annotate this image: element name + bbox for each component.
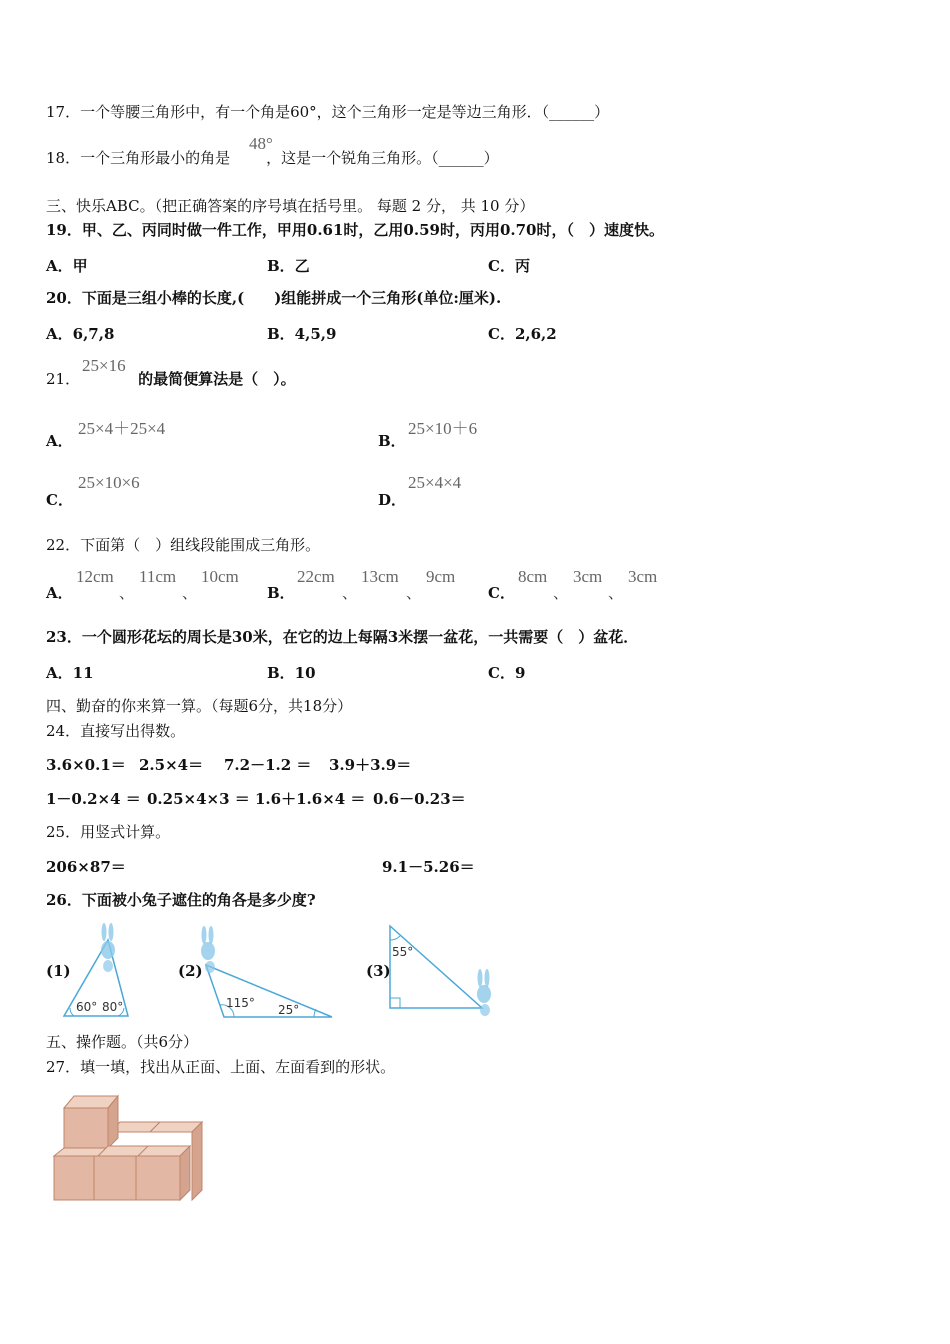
q21-option-a-expr: 25×4＋25×4: [78, 419, 166, 438]
q25-text: 25．用竖式计算。: [46, 823, 171, 841]
q23-text: 23．一个圆形花坛的周长是30米，在它的边上每隔3米摆一盆花，一共需要（ ）盆花．: [46, 628, 639, 646]
q26-fig3-label: (3): [366, 962, 391, 980]
triangle-figure-2: [196, 925, 336, 1021]
q19-option-b[interactable]: B．乙: [267, 257, 310, 275]
q22-c-value-2: 3cm: [573, 567, 603, 586]
q21-option-a-label[interactable]: A．: [46, 432, 73, 450]
fig1-angle-2: 80°: [102, 1000, 124, 1014]
q18-pre: 18．一个三角形最小的角是: [46, 149, 231, 167]
q21-option-c-expr: 25×10×6: [78, 473, 140, 492]
rabbit-icon: [201, 926, 215, 973]
q18-angle: 48°: [249, 134, 273, 153]
q25-item-1: 206×87＝: [46, 858, 126, 876]
q21-option-c-label[interactable]: C．: [46, 491, 73, 509]
q22-a-sep-1: 、: [119, 584, 135, 602]
q24-r2-2: 0.25×4×3 ＝: [147, 790, 250, 808]
fig2-angle-2: 25°: [278, 1003, 300, 1017]
q19-option-a[interactable]: A．甲: [46, 257, 88, 275]
q22-option-b-label[interactable]: B．: [267, 584, 295, 602]
q22-a-value-3: 10cm: [201, 567, 239, 586]
q22-b-value-3: 9cm: [426, 567, 456, 586]
q23-option-b[interactable]: B．10: [267, 664, 316, 682]
q23-option-a[interactable]: A．11: [46, 664, 94, 682]
q24-r1-1: 3.6×0.1＝: [46, 756, 126, 774]
q24-r1-4: 3.9＋3.9＝: [329, 756, 412, 774]
cube-stack-figure: [50, 1092, 205, 1204]
q21-post: 的最简便算法是（ ）。: [138, 370, 296, 388]
triangle-figure-1: [60, 918, 140, 1020]
q27-text: 27．填一填，找出从正面、上面、左面看到的形状。: [46, 1058, 396, 1076]
q19-option-c[interactable]: C．丙: [488, 257, 530, 275]
q22-a-sep-2: 、: [182, 584, 198, 602]
q21-option-d-expr: 25×4×4: [408, 473, 462, 492]
q24-r1-2: 2.5×4＝: [139, 756, 204, 774]
q21-option-b-label[interactable]: B．: [378, 432, 406, 450]
q23-option-c[interactable]: C．9: [488, 664, 526, 682]
rabbit-icon: [477, 969, 491, 1016]
q22-a-value-2: 11cm: [139, 567, 177, 586]
fig1-angle-1: 60°: [76, 1000, 98, 1014]
q21-num: 21．: [46, 370, 81, 388]
q24-r2-4: 0.6－0.23＝: [373, 790, 466, 808]
q24-r2-3: 1.6＋1.6×4 ＝: [255, 790, 366, 808]
q20-option-b[interactable]: B．4,5,9: [267, 325, 337, 343]
q22-c-sep-1: 、: [553, 584, 569, 602]
q20-option-a[interactable]: A．6,7,8: [46, 325, 115, 343]
q26-fig2-label: (2): [178, 962, 203, 980]
q21-option-d-label[interactable]: D．: [378, 491, 407, 509]
q26-text: 26．下面被小兔子遮住的角各是多少度?: [46, 891, 316, 909]
q25-item-2: 9.1－5.26＝: [382, 858, 475, 876]
q19-text: 19．甲、乙、丙同时做一件工作，甲用0.61时，乙用0.59时，丙用0.70时，（ ）速度快。: [46, 221, 664, 239]
q22-c-sep-2: 、: [608, 584, 624, 602]
rabbit-icon: [101, 923, 115, 972]
fig3-angle-1: 55°: [392, 945, 414, 959]
q20-option-c[interactable]: C．2,6,2: [488, 325, 557, 343]
q22-option-c-label[interactable]: C．: [488, 584, 515, 602]
q21-option-b-expr: 25×10＋6: [408, 419, 478, 438]
q22-a-value-1: 12cm: [76, 567, 114, 586]
q22-b-value-1: 22cm: [297, 567, 335, 586]
q22-b-value-2: 13cm: [361, 567, 399, 586]
section-3-title: 三、快乐ABC。（把正确答案的序号填在括号里。 每题 2 分， 共 10 分）: [46, 197, 535, 215]
section-4-title: 四、勤奋的你来算一算。（每题6分，共18分）: [46, 697, 353, 715]
q22-text: 22．下面第（ ）组线段能围成三角形。: [46, 536, 321, 554]
q22-option-a-label[interactable]: A．: [46, 584, 73, 602]
q22-b-sep-2: 、: [406, 584, 422, 602]
fig2-angle-1: 115°: [226, 996, 255, 1010]
q20-text: 20．下面是三组小棒的长度,( )组能拼成一个三角形(单位:厘米).: [46, 289, 502, 307]
section-5-title: 五、操作题。（共6分）: [46, 1033, 199, 1051]
q26-fig1-label: (1): [46, 962, 71, 980]
q24-r1-3: 7.2－1.2 ＝: [224, 756, 312, 774]
q22-b-sep-1: 、: [342, 584, 358, 602]
q24-r2-1: 1－0.2×4 ＝: [46, 790, 141, 808]
q22-c-value-1: 8cm: [518, 567, 548, 586]
q18-post: ，这是一个锐角三角形。（______）: [266, 149, 499, 167]
q21-expr: 25×16: [82, 356, 126, 375]
triangle-figure-3: [384, 922, 500, 1020]
q17-text: 17．一个等腰三角形中，有一个角是60°，这个三角形一定是等边三角形．（______）: [46, 103, 610, 121]
q22-c-value-3: 3cm: [628, 567, 658, 586]
q24-text: 24．直接写出得数。: [46, 722, 186, 740]
